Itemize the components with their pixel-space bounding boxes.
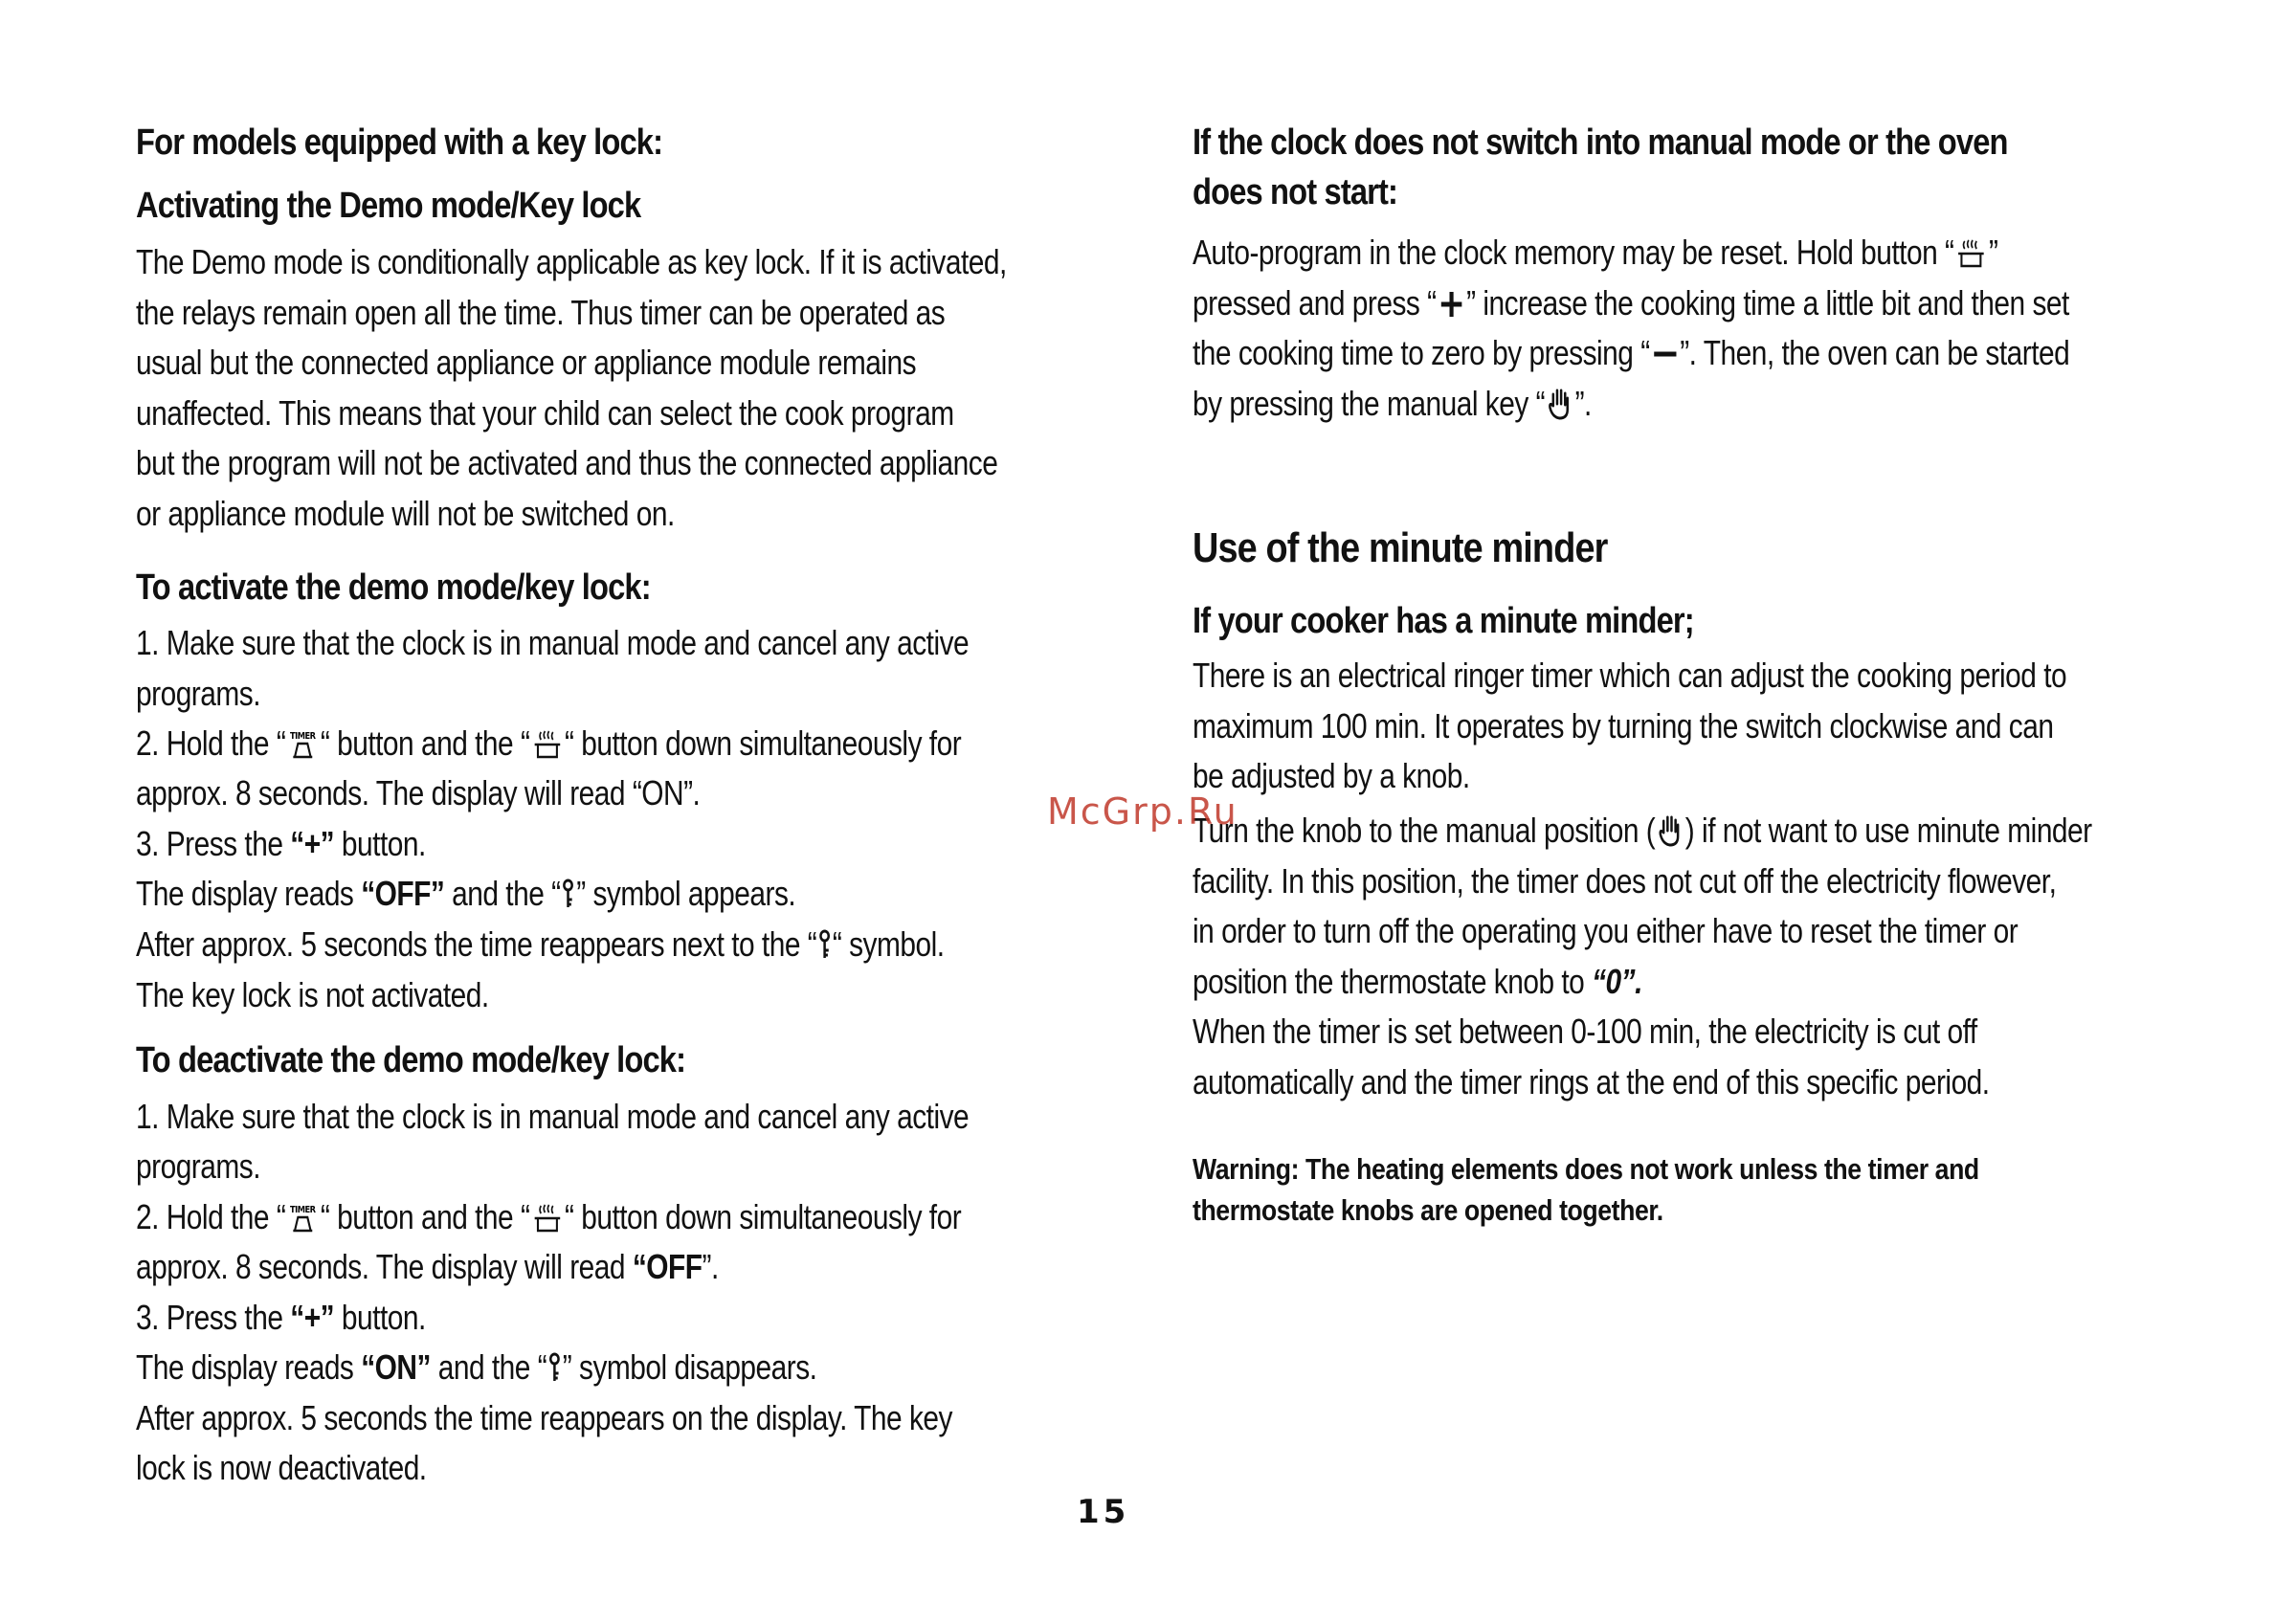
heading-clock-manual: If the clock does not switch into manual mode or the oven [1193, 122, 2008, 163]
minder-text-line: maximum 100 min. It operates by turning the switch clockwise and can [1193, 706, 2054, 745]
heading-minute-minder: Use of the minute minder [1193, 524, 1608, 571]
minder-text-line: There is an electrical ringer timer which can adjust the cooking period to [1193, 656, 2067, 695]
deactivate-step-press: 3. Press the “+” button. [136, 1298, 426, 1337]
heading-deactivate: To deactivate the demo mode/key lock: [136, 1040, 686, 1080]
warning-text: thermostate knobs are opened together. [1193, 1193, 1663, 1227]
minder-text-line: position the thermostate knob to “0”. [1193, 962, 1642, 1001]
deactivate-step-hold: 2. Hold the “ TIMER “ button and the “ “ button down simultaneously for [136, 1197, 962, 1236]
heading-models-key-lock: For models equipped with a key lock: [136, 122, 663, 163]
heading-clock-manual-cont: does not start: [1193, 172, 1398, 212]
activate-step: programs. [136, 674, 261, 713]
clock-text-line: by pressing the manual key “ ”. [1193, 384, 1592, 423]
minder-text-line: When the timer is set between 0-100 min, the electricity is cut off [1193, 1012, 1977, 1051]
svg-text:TIMER: TIMER [290, 1204, 316, 1216]
intro-line: unaffected. This means that your child can select the cook program [136, 393, 954, 433]
key-icon [562, 879, 574, 911]
minder-text-line: in order to turn off the operating you either have to reset the timer or [1193, 911, 2019, 950]
key-icon [818, 929, 831, 962]
activate-step-press: 3. Press the “+” button. [136, 824, 426, 863]
timer-icon [287, 1202, 319, 1235]
heading-activate: To activate the demo mode/key lock: [136, 567, 651, 608]
clock-text-line: pressed and press “ ” increase the cooking time a little bit and then set [1193, 283, 2069, 323]
activate-step: 1. Make sure that the clock is in manual mode and cancel any active [136, 623, 970, 662]
deactivate-step: lock is now deactivated. [136, 1448, 427, 1487]
deactivate-step: programs. [136, 1146, 261, 1186]
minus-icon [1651, 338, 1678, 370]
activate-step-hold: 2. Hold the “ TIMER “ button and the “ “ button down simultaneously for [136, 723, 962, 763]
minder-text-line: Turn the knob to the manual position ( ) if not want to use minute minder [1193, 811, 2092, 850]
intro-line: but the program will not be activated and thus the connected appliance [136, 443, 998, 482]
plus-icon [1438, 288, 1464, 321]
page-number: 15 [1077, 1493, 1130, 1531]
activate-step: The key lock is not activated. [136, 975, 489, 1014]
pot-icon [531, 728, 563, 761]
timer-icon [287, 728, 319, 761]
pot-icon [531, 1202, 563, 1235]
minder-text-line: be adjusted by a knob. [1193, 756, 1470, 795]
intro-line: The Demo mode is conditionally applicable as key lock. If it is activated, [136, 242, 1007, 281]
heading-activating-demo: Activating the Demo mode/Key lock [136, 186, 641, 226]
hand-icon [1547, 387, 1573, 421]
minder-text-line: facility. In this position, the timer does not cut off the electricity flowever, [1193, 861, 2057, 901]
intro-line: the relays remain open all the time. Thus timer can be operated as [136, 293, 946, 332]
activate-step: approx. 8 seconds. The display will read “ON”. [136, 773, 701, 812]
pot-icon [1955, 237, 1987, 270]
clock-text-line: the cooking time to zero by pressing “ ”. Then, the oven can be started [1193, 333, 2070, 372]
minder-text-line: automatically and the timer rings at the end of this specific period. [1193, 1062, 1990, 1101]
deactivate-step: After approx. 5 seconds the time reappears on the display. The key [136, 1398, 952, 1437]
intro-line: or appliance module will not be switched on. [136, 494, 675, 533]
clock-text-line: Auto-program in the clock memory may be reset. Hold button “ ” [1193, 233, 1998, 272]
deactivate-display-will-read: approx. 8 seconds. The display will read “OFF”. [136, 1247, 719, 1286]
svg-text:TIMER: TIMER [290, 730, 316, 743]
warning-text: Warning: The heating elements does not work unless the timer and [1193, 1152, 1979, 1186]
activate-after: After approx. 5 seconds the time reappears next to the “ “ symbol. [136, 924, 945, 964]
deactivate-step: 1. Make sure that the clock is in manual mode and cancel any active [136, 1097, 970, 1136]
deactivate-display-reads: The display reads “ON” and the “ ” symbol disappears. [136, 1347, 817, 1387]
watermark: McGrp.Ru [1047, 790, 1238, 833]
activate-display-reads: The display reads “OFF” and the “ ” symbol appears. [136, 874, 796, 913]
key-icon [548, 1352, 561, 1385]
subheading-minute-minder: If your cooker has a minute minder; [1193, 601, 1694, 641]
hand-icon [1657, 813, 1684, 848]
intro-line: usual but the connected appliance or appliance module remains [136, 343, 917, 382]
